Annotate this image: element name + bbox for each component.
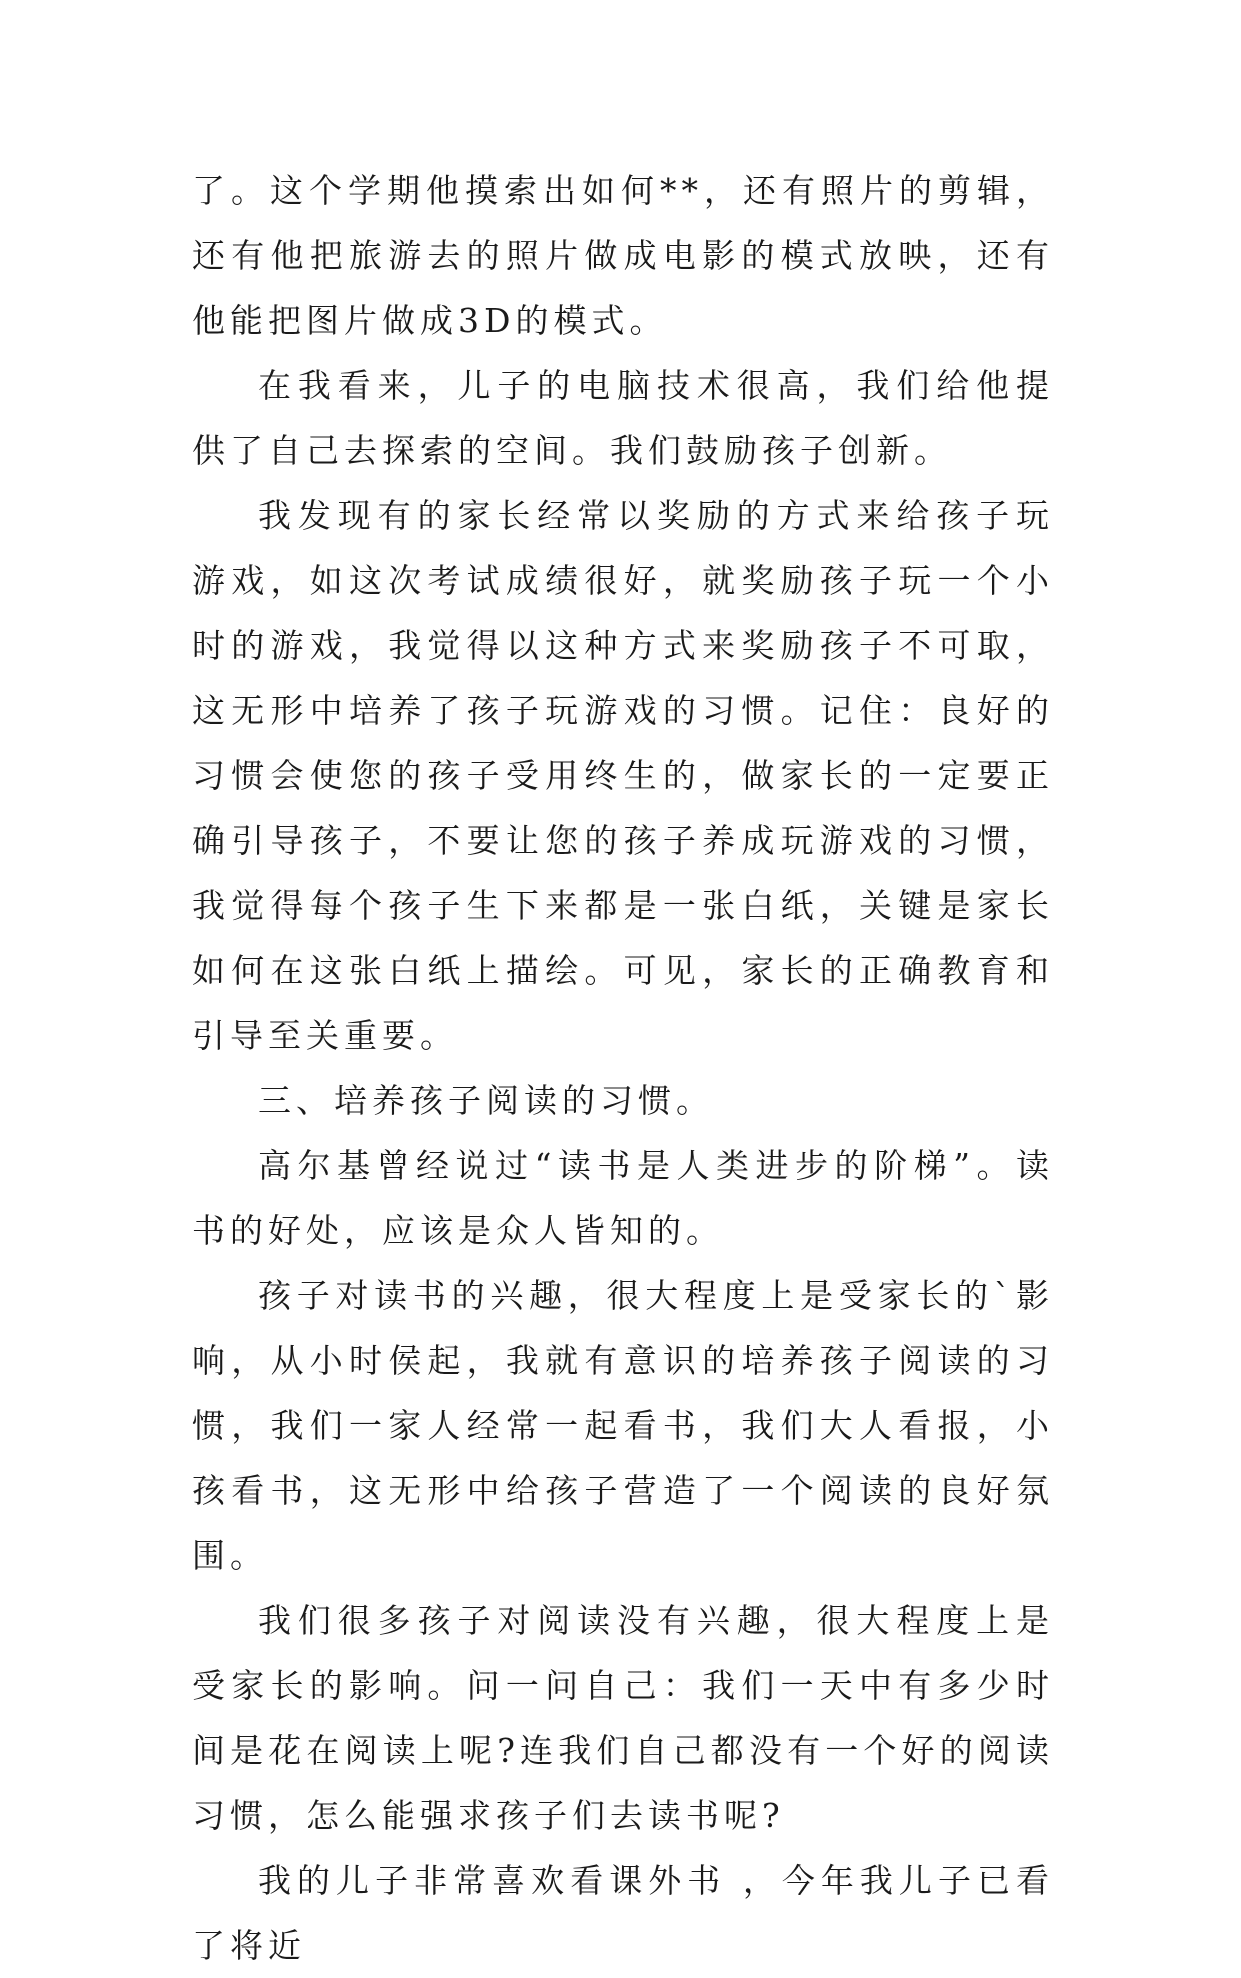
paragraph: 我们很多孩子对阅读没有兴趣，很大程度上是受家长的影响。问一问自己：我们一天中有多少时间是花在阅读上呢?连我们自己都没有一个好的阅读习惯，怎么能强求孩子们去读书呢?: [192, 1601, 1054, 1835]
section-heading: 三、培养孩子阅读的习惯。: [258, 1081, 714, 1120]
document-page: [192, 158, 1054, 1978]
paragraph: 高尔基曾经说过“读书是人类进步的阶梯”。读书的好处，应该是众人皆知的。: [192, 1146, 1054, 1250]
paragraph: 我发现有的家长经常以奖励的方式来给孩子玩游戏，如这次考试成绩很好，就奖励孩子玩一个小时的游戏，我觉得以这种方式来奖励孩子不可取，这无形中培养了孩子玩游戏的习惯。记住：良好的习惯会使您的孩子受用终生的，做家长的一定要正确引导孩子，不要让您的孩子养成玩游戏的习惯，我觉得每个孩子生下来都是一张白纸，关键是家长如何在这张白纸上描绘。可见，家长的正确教育和引导至关重要。: [192, 496, 1054, 1055]
paragraph: 孩子对读书的兴趣，很大程度上是受家长的`影响，从小时侯起，我就有意识的培养孩子阅读的习惯，我们一家人经常一起看书，我们大人看报，小孩看书，这无形中给孩子营造了一个阅读的良好氛围。: [192, 1276, 1054, 1575]
paragraph: 我的儿子非常喜欢看课外书 ，今年我儿子已看了将近: [192, 1861, 1054, 1965]
paragraph: 了。这个学期他摸索出如何**，还有照片的剪辑，还有他把旅游去的照片做成电影的模式放映，还有他能把图片做成3D的模式。: [192, 171, 1054, 340]
paragraph: 在我看来，儿子的电脑技术很高，我们给他提供了自己去探索的空间。我们鼓励孩子创新。: [192, 366, 1054, 470]
